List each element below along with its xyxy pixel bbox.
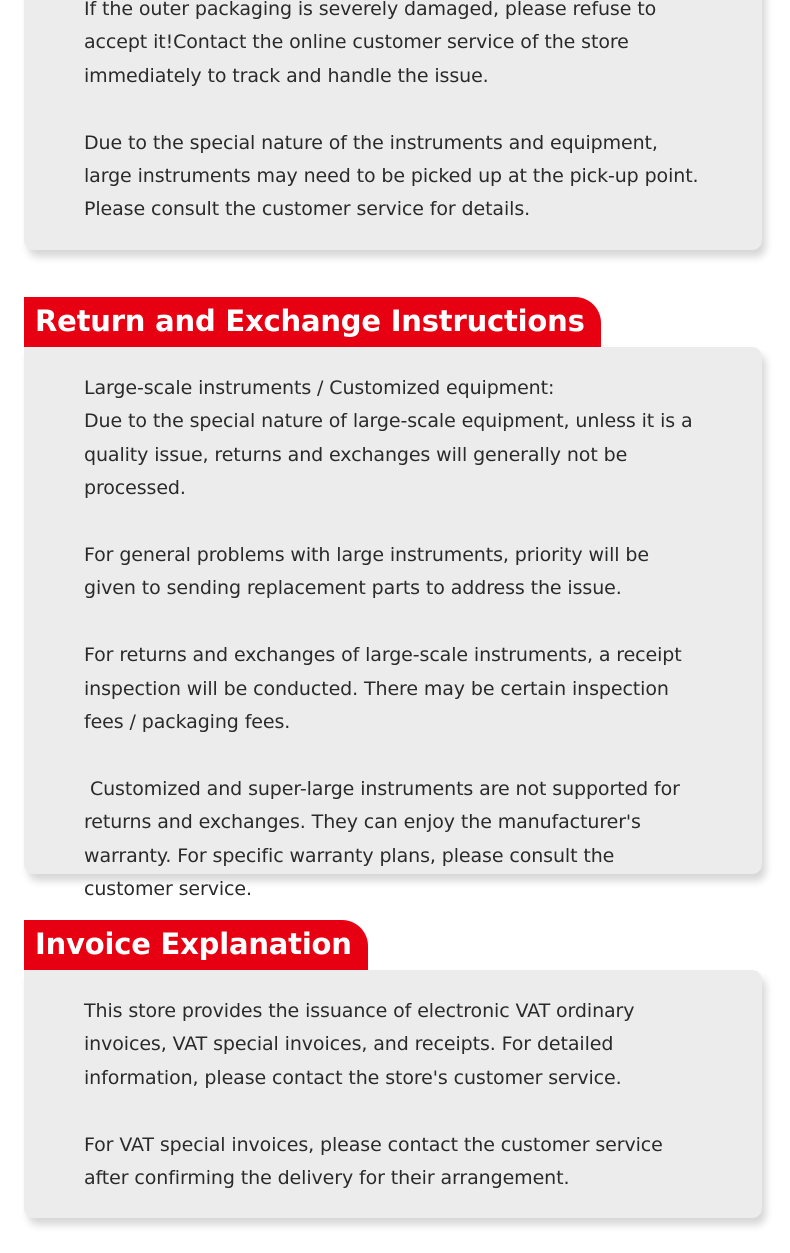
return-exchange-paragraph: Large-scale instruments / Customized equipment: Due to the special nature of large-scale equipment, unless it is a quality issue, returns and exchanges will generally not be processed.: [84, 377, 693, 500]
shipping-paragraph: If the outer packaging is severely damaged, please refuse to accept it!Contact the online customer service of the store immediately to track and handle the issue.: [84, 0, 657, 87]
invoice-paragraph: For VAT special invoices, please contact the customer service after confirming the delivery for their arrangement.: [84, 1133, 663, 1190]
return-exchange-heading: Return and Exchange Instructions: [24, 297, 601, 347]
shipping-paragraph: Due to the special nature of the instruments and equipment, large instruments may need to be picked up at the pick-up point. Please consult the customer service for details.: [84, 131, 699, 221]
return-exchange-paragraph: For returns and exchanges of large-scale instruments, a receipt inspection will be conducted. There may be certain inspection fees / packaging fees.: [84, 644, 682, 734]
return-exchange-paragraph: For general problems with large instruments, priority will be given to sending replacement parts to address the issue.: [84, 544, 649, 600]
shipping-info-card: [24, 0, 762, 250]
invoice-paragraph: This store provides the issuance of electronic VAT ordinary invoices, VAT special invoices, and receipts. For detailed information, please contact the store's customer service.: [84, 1000, 635, 1089]
invoice-heading: Invoice Explanation: [24, 920, 368, 970]
return-exchange-paragraph: Customized and super-large instruments are not supported for returns and exchanges. They can enjoy the manufacturer's warranty. For specific warranty plans, please consult the customer service.: [84, 777, 686, 901]
return-exchange-card: [24, 347, 762, 901]
invoice-card: [24, 970, 762, 1218]
